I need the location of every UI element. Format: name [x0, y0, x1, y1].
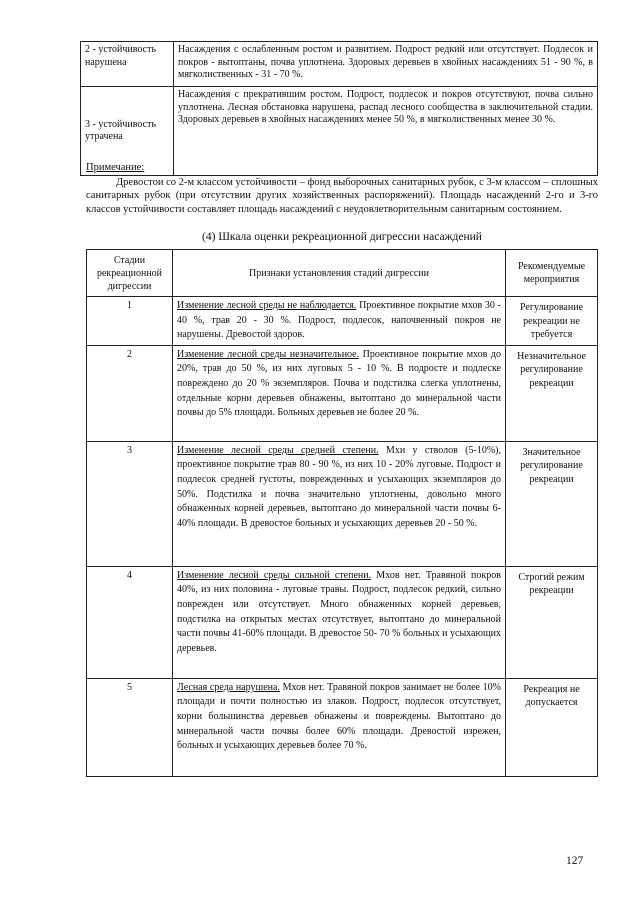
table-row [81, 42, 598, 87]
stage-lead: Изменение лесной среды не наблюдается. [177, 300, 357, 311]
page-number: 127 [566, 855, 584, 867]
table-row [81, 87, 598, 176]
stage-text: Мхов нет. Травяной покров 40%, из них половина - луговые травы. Подрост, подлесок редкий, сильно поврежден или отсутствует. Много обнаженных корней деревьев, подстилка на открытых местах отсутствует, вытоптано до минеральной части почвы 41-60% площади. В древостое 50- 70 % больных и усыхающих деревьев. [177, 569, 501, 654]
table-row [87, 441, 598, 566]
stability-description-cell: Насаждения с прекратившим ростом. Подрост, подлесок и покров отсутствуют, почва сильно уплотнена. Лесная обстановка нарушена, распад лесного сообщества в заключительной стадии. Здоровых деревьев в хвойных насаждениях менее 50 %, в мягколиственных менее 30 %. [174, 87, 598, 176]
stage-description [173, 297, 506, 346]
stage-text: Мхи у стволов (5-10%), проективное покрытие трав 80 - 90 %, из них 10 - 20% луговые. Подрост и подлесок средней густоты, поврежденных и усыхающих экземпляров до 50%. Подстилка и почва значительно уплотнены, довольно много обнаженных корней деревьев, вытоптано до минеральной части почвы 6-40% площади. В древостое больных и усыхающих деревьев 20 - 50 %. [177, 444, 501, 529]
stage-text: Проективное покрытие мхов до 20%, трав до 50 %, из них луговых 5 - 10 %. В подросте и подлеске повреждено до 20 % экземпляров. Почва и подстилка слегка уплотнены, отдельные корни деревьев обнажены, вытоптано до минеральной части почвы до 5% площади. Больных деревьев не более 20 %. [177, 348, 501, 419]
stability-class-cell: 3 - устойчивость утрачена [81, 87, 174, 176]
note-title: Примечание: [86, 162, 145, 173]
stage-lead: Изменение лесной среды сильной степени. [177, 569, 372, 581]
stage-lead: Лесная среда нарушена. [177, 681, 280, 693]
recreational-digression-table [86, 249, 598, 777]
stage-recommendation: Значительное регулирование рекреации [506, 441, 598, 566]
stage-description [173, 678, 506, 776]
stability-description-cell: Насаждения с ослабленным ростом и развитием. Подрост редкий или отсутствует. Подлесок и покров - вытоптаны, почва уплотнена. Здоровых деревьев в хвойных насаждениях 51 - 90 %, в мягколиственных - 31 - 70 %. [174, 42, 598, 87]
table-row [87, 297, 598, 346]
stage-description [173, 345, 506, 441]
stage-lead: Изменение лесной среды средней степени. [177, 444, 379, 456]
table-caption: (4) Шкала оценки рекреационной дигрессии насаждений [202, 231, 482, 243]
table-row [87, 345, 598, 441]
column-header-signs: Признаки установления стадий дигрессии [173, 250, 506, 297]
stage-description [173, 566, 506, 678]
stage-number: 5 [87, 678, 173, 776]
table-row [87, 566, 598, 678]
table-row [87, 678, 598, 776]
stage-number: 1 [87, 297, 173, 346]
table-header-row [87, 250, 598, 297]
stage-lead: Изменение лесной среды незначительное. [177, 348, 360, 360]
stage-number: 4 [87, 566, 173, 678]
stage-text: Проективное покрытие мхов 30 - 40 %, трав 20 - 30 %. Подрост, подлесок, напочвенный покров не нарушены. Древостой здоров. [177, 300, 501, 341]
stage-recommendation: Строгий режим рекреации [506, 566, 598, 678]
stability-class-table [80, 41, 598, 176]
column-header-measures: Рекомендуемые мероприятия [506, 250, 598, 297]
stage-text: Мхов нет. Травяной покров занимает не более 10% площади и почти полностью из злаков. Подрост, подлесок отсутствует, корни большинства деревьев обнажены и повреждены. Вытоптано до минеральной части почвы более 60% площади. Древостой изрежен, больных и усыхающих деревьев более 70 %. [177, 681, 501, 752]
stage-number: 3 [87, 441, 173, 566]
stage-recommendation: Регулирование рекреации не требуется [506, 297, 598, 346]
stability-class-cell: 2 - устойчивость нарушена [81, 42, 174, 87]
column-header-stage: Стадии рекреационной дигрессии [87, 250, 173, 297]
stage-recommendation: Незначительное регулирование рекреации [506, 345, 598, 441]
stage-recommendation: Рекреация не допускается [506, 678, 598, 776]
stage-number: 2 [87, 345, 173, 441]
note-text: Древостои со 2-м классом устойчивости – фонд выборочных санитарных рубок, с 3-м классом – сплошных санитарных рубок (при отсутствии других хозяйственных распоряжений). Площадь насаждений 2-го и 3-го классов устойчивости составляет площадь насаждений с неудовлетворительным санитарным состоянием. [86, 177, 598, 215]
stage-description [173, 441, 506, 566]
